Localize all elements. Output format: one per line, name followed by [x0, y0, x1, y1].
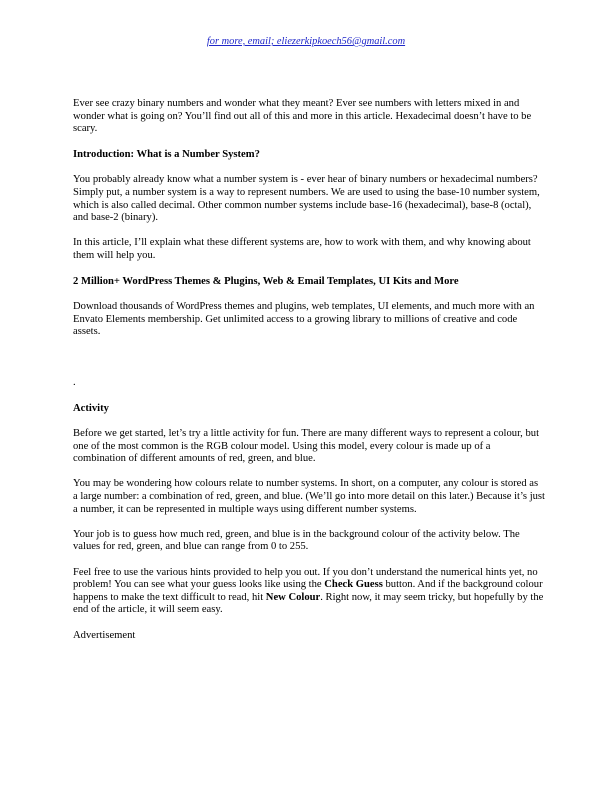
article-overview-paragraph: In this article, I’ll explain what these different systems are, how to work with them, and why knowing about them will help you. [73, 237, 531, 261]
hints-text-a: Feel free to use the various hints provided to help you out. If you don’t understand the numerical hints yet, no problem! You can see what your guess looks like using the [73, 566, 538, 591]
activity-paragraph-rgb: Before we get started, let’s try a little activity for fun. There are many different ways to represent a colour, but one of the most common is the RGB colour model. Using this model, every colour is made up of a combination of different amounts of red, green, and blue. [73, 428, 540, 465]
section-heading-number-system: Introduction: What is a Number System? [73, 148, 260, 160]
activity-paragraph-hints [73, 567, 545, 617]
new-colour-label: New Colour [265, 591, 321, 603]
check-guess-label: Check Guess [324, 579, 383, 591]
intro-paragraph: Ever see crazy binary numbers and wonder what they meant? Ever see numbers with letters mixed in and wonder what is going on? You’ll find out all of this and more in this article. Hexadecimal doesn’t have to be scary. [73, 98, 532, 135]
promo-paragraph: Download thousands of WordPress themes and plugins, web templates, UI elements, and much more with an Envato Elements membership. Get unlimited access to a growing library to millions of creative and code assets. [73, 301, 535, 338]
hints-text-b: button. And if the background colour happens to make the text difficult to read, hit [73, 579, 543, 603]
advertisement-label: Advertisement [73, 629, 136, 641]
number-system-paragraph: You probably already know what a number system is - ever hear of binary numbers or hexadecimal numbers? Simply put, a number system is a way to represent numbers. We are used to using the base-10 number system, which is also called decimal. Other common number systems include base-16 (hexadecimal), base-8 (octal), and base-2 (binary). [73, 174, 540, 224]
activity-paragraph-task: Your job is to guess how much red, green, and blue is in the background colour of the activity below. The values for red, green, and blue can range from 0 to 255. [73, 528, 520, 553]
article-body [73, 98, 545, 642]
email-link[interactable]: for more, email; eliezerkipkoech56@gmail.com [206, 36, 406, 47]
stray-dot: . [73, 376, 76, 388]
promo-heading: 2 Million+ WordPress Themes & Plugins, Web & Email Templates, UI Kits and More [73, 275, 459, 287]
hints-text-c: . Right now, it may seem tricky, but hopefully by the end of the article, it will seem easy. [73, 591, 544, 616]
activity-heading: Activity [73, 402, 109, 414]
activity-paragraph-colours: You may be wondering how colours relate to number systems. In short, on a computer, any colour is stored as a large number: a combination of red, green, and blue. (We’ll go into more detail on this later.) Because it’s just a number, it can be represented in multiple ways using different number systems. [73, 478, 545, 515]
